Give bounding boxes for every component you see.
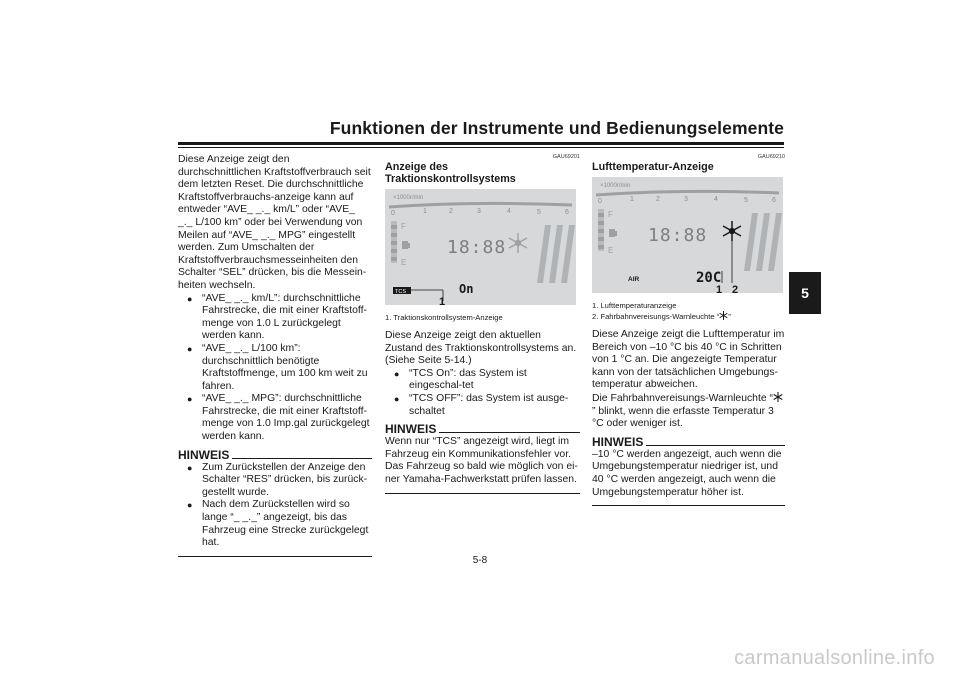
tick-label: 0 <box>391 210 395 217</box>
clock-digits: 18:88 <box>648 225 708 246</box>
tick-label: 2 <box>656 196 660 203</box>
tick-label: 3 <box>684 196 688 203</box>
caption-text: 2. Fahrbahnvereisungs-Warnleuchte “ <box>592 312 720 321</box>
section-code: GAU69201 <box>552 154 580 160</box>
tick-label: 3 <box>477 208 481 215</box>
note-bullet-list <box>178 462 372 550</box>
tick-label: 6 <box>565 209 569 216</box>
note-heading <box>592 435 785 449</box>
list-item: ● “TCS On”: das System ist eingeschal-tet <box>385 368 580 393</box>
note-label: HINWEIS <box>385 422 437 437</box>
list-item: ● “AVE_ _._ L/100 km”: durchschnittlich benötigte Kraftstoffmenge, um 100 km weit zu fahren. <box>178 343 372 393</box>
tick-label: 1 <box>423 208 427 215</box>
section-heading: Anzeige des Traktionskontrollsystems <box>385 161 516 185</box>
snowflake-icon <box>719 311 728 320</box>
instrument-display-illustration <box>385 189 576 305</box>
figure-caption <box>592 311 785 322</box>
fuel-full-label: F <box>608 210 613 219</box>
tick-label: 2 <box>449 208 453 215</box>
note-text: –10 °C werden angezeigt, auch wenn die Umgebungstemperatur niedriger ist, und 40 °C werden angezeigt, auch wenn die Umgebungstemperatur höher ist. <box>592 448 782 498</box>
note-rule <box>646 445 785 446</box>
clock-digits: 18:88 <box>447 237 507 258</box>
unit-bullet-list <box>178 293 372 444</box>
callout-number: 1 <box>439 296 446 305</box>
list-item: ● “AVE_ _._ MPG”: durchschnittliche Fahrstrecke, die mit einer Kraftstoff-menge von 1.0 Imp.gal zurückgelegt werden kann. <box>178 393 372 443</box>
tick-label: 5 <box>744 197 748 204</box>
note-text: Wenn nur “TCS” angezeigt wird, liegt im Fahrzeug ein Kommunikationsfehler vor. Das Fahrzeug so bald wie möglich von ei-ner Yamaha-Fachwerkstatt prüfen lassen. <box>385 436 578 485</box>
watermark: carmanualsonline.info <box>734 647 935 669</box>
note-label: HINWEIS <box>592 434 644 449</box>
column-3 <box>592 154 785 506</box>
snowflake-icon <box>773 392 783 402</box>
column-1 <box>178 154 372 557</box>
note-end-rule <box>592 505 785 506</box>
body-text: Die Fahrbahnvereisungs-Warnleuchte “ <box>592 392 773 404</box>
tcs-body: Diese Anzeige zeigt den aktuellen Zustand des Traktionskontrollsystems an. (Siehe Seite 5-14.) <box>385 330 577 367</box>
list-item: ● Nach dem Zurückstellen wird so lange “_ _._” angezeigt, bis das Fahrzeug eine Strecke zurückgelegt hat. <box>178 499 372 549</box>
air-label: AIR <box>628 276 640 283</box>
caption-text: ” <box>728 312 731 321</box>
air-temp-body: Diese Anzeige zeigt die Lufttemperatur im Bereich von –10 °C bis 40 °C in Schritten von 1 °C an. Die angezeigte Temperatur kann von der tatsächlichen Umgebungs-temperatur abweichen. <box>592 329 785 391</box>
body-text: ” blinkt, wenn die erfasste Temperatur 3 °C oder weniger ist. <box>592 405 774 430</box>
fuel-empty-label: E <box>608 246 614 255</box>
note-rule <box>232 458 372 459</box>
figure-caption: 1. Traktionskontrollsystem-Anzeige <box>385 313 503 322</box>
note-label: HINWEIS <box>178 447 230 462</box>
air-temp-value: 20C <box>696 270 722 286</box>
tcs-value: On <box>459 282 474 296</box>
fuel-full-label: F <box>401 222 406 231</box>
air-temp-display-figure <box>592 177 783 293</box>
page-title: Funktionen der Instrumente und Bedienungselemente <box>329 118 784 138</box>
list-item: ● “AVE_ _._ km/L”: durchschnittliche Fahrstrecke, die mit einer Kraftstoff-menge von 1.0 L zurückgelegt werden kann. <box>178 293 372 343</box>
rpm-scale-label: ×1000r/min <box>393 195 424 201</box>
note-rule <box>439 432 580 433</box>
note-end-rule <box>385 493 580 494</box>
section-code: GAU69210 <box>757 154 785 160</box>
tick-label: 6 <box>772 197 776 204</box>
column-2 <box>385 154 580 494</box>
list-item: ● Zum Zurückstellen der Anzeige den Schalter “RES” drücken, bis zurück-gestellt wurde. <box>178 462 372 500</box>
ice-warning-body <box>592 392 785 431</box>
rpm-scale-label: ×1000r/min <box>600 183 631 189</box>
tick-label: 1 <box>630 196 634 203</box>
chapter-tab[interactable]: 5 <box>789 272 821 314</box>
header-rule-thin <box>178 147 784 148</box>
page-number: 5-8 <box>472 555 488 566</box>
tick-label: 4 <box>507 208 511 215</box>
section-heading: Lufttemperatur-Anzeige <box>592 161 714 173</box>
tcs-bullet-list <box>385 368 580 418</box>
list-item: ● “TCS OFF”: das System ist ausge-schaltet <box>385 393 580 418</box>
header-rule <box>178 142 784 145</box>
tcs-label: TCS <box>395 289 406 295</box>
tick-label: 0 <box>598 198 602 205</box>
fuel-empty-label: E <box>401 258 407 267</box>
callout-number: 2 <box>732 284 739 293</box>
note-heading <box>178 448 372 462</box>
figure-caption: 1. Lufttemperaturanzeige <box>592 301 677 310</box>
fuel-consumption-intro: Diese Anzeige zeigt den durchschnittlichen Kraftstoffverbrauch seit dem letzten Reset. Die durchschnittliche Kraftstoffverbrauchs-anzeige kann auf entweder “AVE_ _._ km/L” oder “AVE_ _._ L/100 km” oder bei Verwendung von Meilen auf “AVE_ _._ MPG” eingestellt werden. Zum Umschalten der Kraftstoffverbrauchsmesseinheiten den Schalter “SEL” drücken, bis die Messein-heiten wechseln. <box>178 154 371 291</box>
instrument-display-illustration <box>592 177 783 293</box>
tick-label: 5 <box>537 209 541 216</box>
tick-label: 4 <box>714 196 718 203</box>
callout-number: 1 <box>716 284 723 293</box>
tcs-display-figure <box>385 189 576 305</box>
note-heading <box>385 422 580 436</box>
